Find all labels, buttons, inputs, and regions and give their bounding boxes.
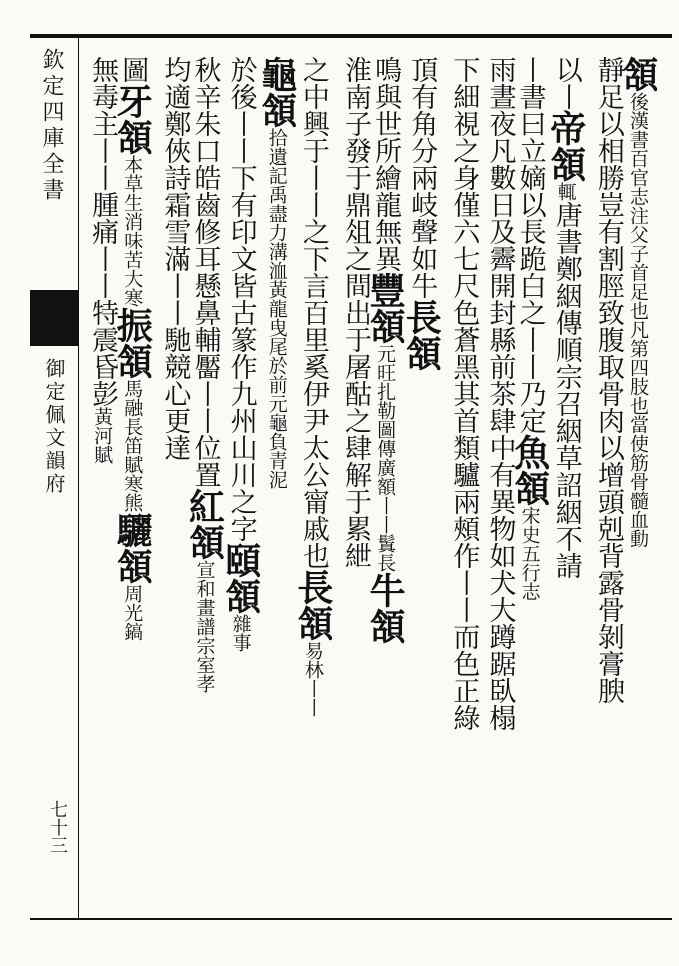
text-segment: 黃河賦 [91, 407, 114, 464]
text-column [291, 56, 339, 914]
headword: 頤頷 [219, 542, 262, 614]
text-column [255, 56, 303, 914]
headword: 頷 [617, 56, 659, 92]
headword: 牙頷 [111, 83, 154, 155]
text-segment: 圖 [117, 56, 149, 83]
page-margin [30, 40, 78, 920]
text-column [508, 56, 556, 914]
text-segment: 淮南子發于鼎俎之間出于屠酤之肆解于累紲 [340, 56, 371, 569]
text-segment: 秋辛朱口皓齒修耳懸鼻輔靨丨丨位置 [189, 56, 221, 488]
text-body [88, 56, 666, 914]
text-column [617, 56, 664, 914]
text-segment: 唐書鄭絪傳順宗召絪草詔絪不請 [550, 201, 582, 579]
text-segment: 雜事 [229, 614, 252, 652]
headword: 紅頷 [183, 488, 226, 560]
text-column [111, 56, 158, 914]
fishtail-mark [30, 290, 78, 346]
book-title: 欽定四庫全書 [39, 48, 64, 204]
headword: 豐頷 [364, 272, 407, 344]
text-segment: 下細視之身僅六七尺色蒼黑其首類驢兩頰作丨丨而色正綠 [448, 56, 480, 731]
text-segment: 元旺扎勒圖傳廣額丨丨鬒長 [374, 344, 397, 572]
text-segment: 以丨 [550, 56, 582, 110]
text-segment: 丨書曰立嫡以長跪白之丨丨乃定 [514, 56, 546, 434]
text-column [219, 56, 267, 914]
text-segment: 拾遺記禹盡力溝洫黃龍曳尾於前元龜負青泥 [265, 128, 288, 489]
text-column [592, 56, 628, 914]
headword: 長頷 [400, 299, 443, 371]
text-segment: 宣和畫譜宗室孝 [193, 560, 216, 693]
text-column [183, 56, 230, 914]
headword: 龜頷 [255, 56, 298, 128]
text-segment: 鳴與世所繪龍無異 [370, 56, 402, 272]
text-segment: 靜足以相勝豈有割脛致腹取骨肉以增頭剋背露骨剝膏腴 [592, 56, 624, 704]
text-column [364, 56, 411, 914]
text-segment: 於後丨丨下有印文皆古篆作九州山川之字 [225, 56, 257, 542]
text-segment: 輒 [554, 182, 577, 201]
headword: 魚頷 [508, 434, 551, 506]
work-title: 御定佩文韻府 [42, 358, 66, 496]
margin-rule [78, 34, 79, 920]
text-segment: 均適鄭俠詩霜雪滿丨丨馳競心更達 [159, 56, 191, 461]
text-column [400, 56, 447, 914]
text-segment: 馬融長笛賦寒熊 [121, 379, 144, 512]
headword: 牛頷 [364, 572, 407, 644]
page-number: 七十三 [47, 800, 68, 854]
text-segment: 雨晝夜凡數日及霽開封縣前茶肆中有異物如犬大蹲踞臥榻 [484, 56, 516, 731]
text-segment: 無毒主丨丨腫痛 [87, 56, 119, 245]
headword: 振頷 [111, 307, 154, 379]
text-column [87, 56, 122, 914]
text-column [484, 56, 519, 914]
headword: 帝頷 [544, 110, 587, 182]
text-segment: 後漢書百官志注父子首足也凡第四肢也當使筋骨髓血動 [627, 92, 649, 548]
text-segment: 丨丨特震昏彭 [87, 245, 119, 407]
text-segment: 頂有角分兩岐聲如牛 [406, 56, 438, 299]
text-column [448, 56, 483, 914]
text-segment: 宋史五行志 [518, 506, 541, 601]
text-column [340, 56, 375, 914]
text-column [159, 56, 194, 914]
headword: 長頷 [291, 569, 334, 641]
headword: 驪頷 [111, 512, 154, 584]
text-segment: 本草生消味苦大寒 [121, 155, 144, 307]
text-segment: 易林丨丨 [301, 641, 324, 717]
text-column [544, 56, 592, 914]
text-segment: 周光鎬 [121, 584, 144, 641]
text-segment: 之中興于丨丨之下言百里奚伊尹太公甯戚也 [297, 56, 329, 569]
